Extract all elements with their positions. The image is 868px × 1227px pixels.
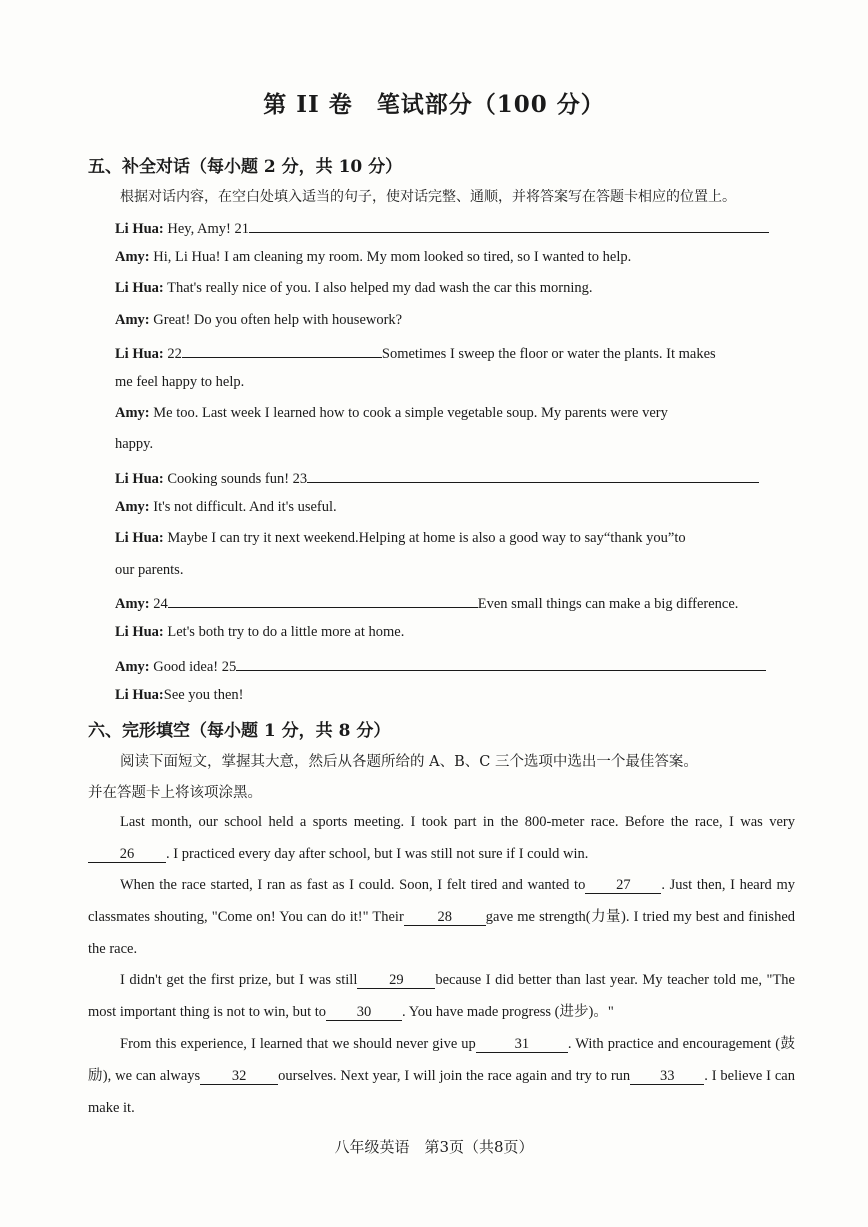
dialogue-line: Amy: Great! Do you often help with housework? xyxy=(115,312,403,328)
dialogue-line: Li Hua: That's really nice of you. I also helped my dad wash the car this morning. xyxy=(115,280,593,296)
dialogue-line: Li Hua: Maybe I can try it next weekend.Helping at home is also a good way to say“thank you”to xyxy=(115,530,686,546)
cloze-blank-26[interactable]: 26 xyxy=(88,846,166,863)
dialogue-line: Li Hua: 22 Sometimes I sweep the floor or water the plants. It makes xyxy=(115,343,716,363)
answer-blank-23[interactable] xyxy=(307,468,759,483)
dialogue-line: Amy: Good idea! 25 xyxy=(115,656,766,676)
dialogue-line: Li Hua: Cooking sounds fun! 23 xyxy=(115,468,759,488)
dialogue-line: me feel happy to help. xyxy=(115,374,245,390)
dialogue-line: Amy: Hi, Li Hua! I am cleaning my room. My mom looked so tired, so I wanted to help. xyxy=(115,249,632,265)
dialogue-line: Amy: Me too. Last week I learned how to cook a simple vegetable soup. My parents were very xyxy=(115,405,668,421)
cloze-blank-27[interactable]: 27 xyxy=(585,877,661,894)
page-title: 第 II 卷 笔试部分（100 分） xyxy=(263,91,605,118)
answer-blank-25[interactable] xyxy=(236,656,766,671)
section6-instruction-cont: 并在答题卡上将该项涂黑。 xyxy=(88,785,262,801)
dialogue-line: happy. xyxy=(115,436,154,452)
answer-blank-24[interactable] xyxy=(168,593,478,608)
answer-blank-22[interactable] xyxy=(182,343,382,358)
cloze-blank-30[interactable]: 30 xyxy=(326,1004,402,1021)
section6-instruction: 阅读下面短文，掌握其大意，然后从各题所给的 A、B、C 三个选项中选出一个最佳答案。 xyxy=(120,754,698,770)
section5-heading: 五、补全对话（每小题 2 分，共 10 分） xyxy=(88,157,403,177)
dialogue-line: our parents. xyxy=(115,562,184,578)
cloze-paragraph-2: When the race started, I ran as fast as I could. Soon, I felt tired and wanted to 27 . Just then, I heard my classmates shouting, "Come on! You can do it!" Their 28 gave me strength(力量). I tried my best and finished the race. xyxy=(88,877,795,957)
dialogue-line: Li Hua:See you then! xyxy=(115,687,244,703)
dialogue-line: Li Hua: Hey, Amy! 21 xyxy=(115,218,769,238)
cloze-paragraph-3: I didn't get the first prize, but I was still 29 because I did better than last year. My teacher told me, "The most important thing is not to win, but to 30 . You have made progress (进步)。" xyxy=(88,972,795,1020)
cloze-blank-31[interactable]: 31 xyxy=(476,1036,568,1053)
section6-heading: 六、完形填空（每小题 1 分，共 8 分） xyxy=(88,721,391,741)
answer-blank-21[interactable] xyxy=(249,218,769,233)
cloze-paragraph-1: Last month, our school held a sports meeting. I took part in the 800-meter race. Before the race, I was very26 . I practiced every day after school, but I was still not sure if I could win. xyxy=(88,806,795,870)
cloze-blank-29[interactable]: 29 xyxy=(357,972,435,989)
dialogue-line: Amy: It's not difficult. And it's useful. xyxy=(115,499,337,515)
cloze-blank-32[interactable]: 32 xyxy=(200,1068,278,1085)
cloze-blank-28[interactable]: 28 xyxy=(404,909,486,926)
page-footer: 八年级英语 第3页（共8页） xyxy=(334,1138,534,1156)
dialogue-line: Li Hua: Let's both try to do a little more at home. xyxy=(115,624,405,640)
cloze-paragraph-4: From this experience, I learned that we should never give up 31 . With practice and encouragement (鼓励), we can always 32 ourselves. Next year, I will join the race again and try to run 33 . I believe I can make it. xyxy=(88,1036,795,1116)
section5-instruction: 根据对话内容，在空白处填入适当的句子，使对话完整、通顺，并将答案写在答题卡相应的位置上。 xyxy=(120,189,736,205)
dialogue-line: Amy: 24 Even small things can make a big difference. xyxy=(115,593,738,613)
cloze-blank-33[interactable]: 33 xyxy=(630,1068,704,1085)
